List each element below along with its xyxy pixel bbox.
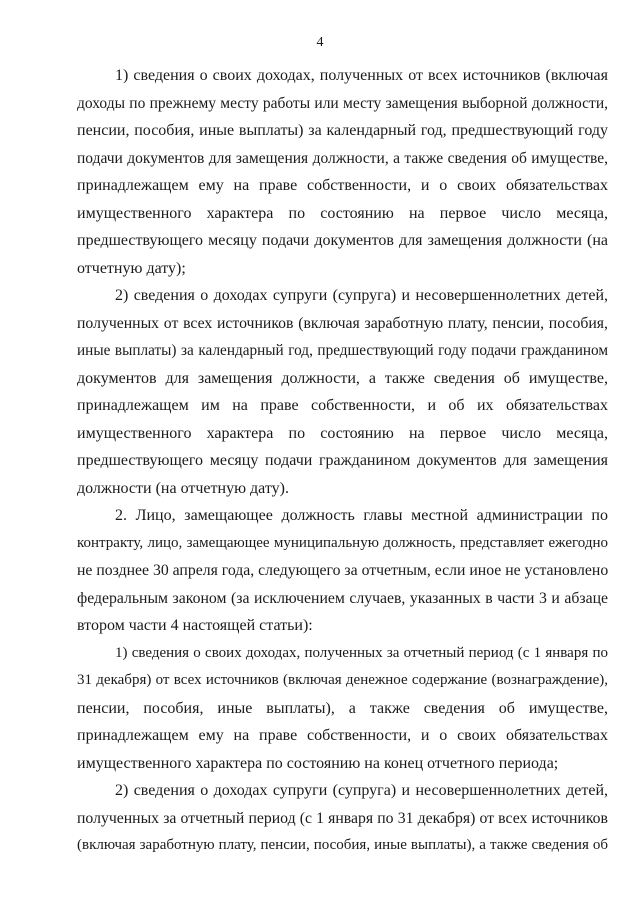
text-line: полученных от всех источников (включая заработную плату, пенсии, пособия, bbox=[77, 314, 608, 332]
text-line: пенсии, пособия, иные выплаты), а также сведения об имуществе, bbox=[77, 699, 608, 717]
text-line: имущественного характера по состоянию на первое число месяца, bbox=[77, 424, 608, 442]
text-line: имущественного характера по состоянию на конец отчетного периода; bbox=[77, 754, 559, 772]
text-line: иные выплаты) за календарный год, предшествующий году подачи гражданином bbox=[77, 342, 608, 359]
text-line: втором части 4 настоящей статьи): bbox=[77, 617, 313, 634]
text-line: пенсии, пособия, иные выплаты) за календарный год, предшествующий году bbox=[77, 122, 608, 139]
text-line: документов для замещения должности, а также сведения об имуществе, bbox=[77, 369, 608, 387]
text-line: предшествующего месяцу подачи гражданином документов для замещения bbox=[77, 452, 608, 469]
text-line: доходы по прежнему месту работы или месту замещения выборной должности, bbox=[77, 94, 608, 112]
text-line: не позднее 30 апреля года, следующего за отчетным, если иное не установлено bbox=[77, 562, 608, 579]
text-line: 31 декабря) от всех источников (включая денежное содержание (вознаграждение), bbox=[77, 672, 608, 688]
text-line: 1) сведения о своих доходах, полученных за отчетный период (с 1 января по bbox=[115, 644, 608, 661]
text-line: имущественного характера по состоянию на первое число месяца, bbox=[77, 204, 608, 222]
text-line: принадлежащем им на праве собственности, и об их обязательствах bbox=[77, 397, 608, 414]
text-line: (включая заработную плату, пенсии, пособия, иные выплаты), а также сведения об bbox=[77, 837, 608, 853]
text-line: подачи документов для замещения должности, а также сведения об имуществе, bbox=[77, 149, 608, 167]
text-line: 1) сведения о своих доходах, полученных от всех источников (включая bbox=[115, 67, 608, 84]
text-line: принадлежащем ему на праве собственности, и о своих обязательствах bbox=[77, 727, 608, 744]
text-line: должности (на отчетную дату). bbox=[77, 479, 289, 497]
text-line: 2) сведения о доходах супруги (супруга) и несовершеннолетних детей, bbox=[115, 287, 608, 304]
text-line: 2) сведения о доходах супруги (супруга) и несовершеннолетних детей, bbox=[115, 782, 608, 799]
text-line: принадлежащем ему на праве собственности, и о своих обязательствах bbox=[77, 177, 608, 194]
page-number: 4 bbox=[316, 35, 324, 50]
text-line: контракту, лицо, замещающее муниципальную должность, представляет ежегодно bbox=[77, 534, 608, 551]
document-body bbox=[77, 62, 608, 860]
text-line: федеральным законом (за исключением случаев, указанных в части 3 и абзаце bbox=[77, 589, 608, 607]
text-line: отчетную дату); bbox=[77, 259, 186, 277]
text-line: полученных за отчетный период (с 1 января по 31 декабря) от всех источников bbox=[77, 809, 608, 827]
text-line: предшествующего месяцу подачи документов для замещения должности (на bbox=[77, 232, 608, 249]
text-line: 2. Лицо, замещающее должность главы местной администрации по bbox=[115, 507, 608, 524]
